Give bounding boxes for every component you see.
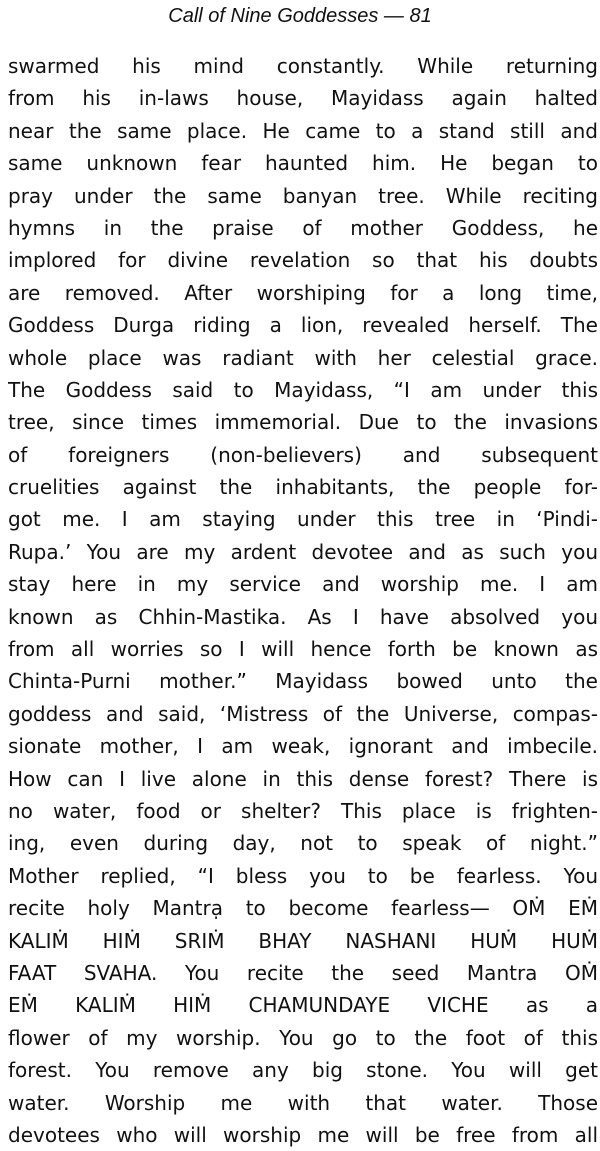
text-line: swarmed his mind constantly. While returning bbox=[8, 54, 598, 78]
text-line: stay here in my service and worship me. I am bbox=[8, 572, 598, 597]
text-line: from his in-laws house, Mayidass again halted bbox=[8, 86, 598, 111]
text-line: sionate mother, I am weak, ignorant and imbecile. bbox=[8, 734, 598, 759]
body-text bbox=[8, 50, 598, 1151]
text-line: flower of my worship. You go to the foot of this bbox=[8, 1025, 598, 1050]
text-line: from all worries so I will hence forth be known as bbox=[8, 637, 598, 662]
text-line: devotees who will worship me will be free from all bbox=[8, 1122, 598, 1147]
text-line: Chinta-Purni mother.” Mayidass bowed unto the bbox=[8, 669, 598, 694]
text-line: whole place was radiant with her celestial grace. bbox=[8, 345, 598, 370]
text-line: of foreigners (non-believers) and subsequent bbox=[8, 442, 598, 467]
text-line: implored for divine revelation so that his doubts bbox=[8, 248, 598, 273]
text-line: near the same place. He came to a stand still and bbox=[8, 118, 598, 143]
text-line: ing, even during day, not to speak of night.” bbox=[8, 831, 598, 856]
text-line: The Goddess said to Mayidass, “I am under this bbox=[8, 377, 598, 402]
text-line: known as Chhin-Mastika. As I have absolved you bbox=[8, 604, 598, 629]
text-line: water. Worship me with that water. Those bbox=[8, 1090, 598, 1115]
text-line: Goddess Durga riding a lion, revealed herself. The bbox=[8, 313, 598, 338]
text-line: tree, since times immemorial. Due to the invasions bbox=[8, 410, 598, 435]
text-line: EṀ KALIṀ HIṀ CHAMUNDAYE VICHE as a bbox=[8, 993, 598, 1018]
text-line: Rupa.’ You are my ardent devotee and as such you bbox=[8, 539, 598, 564]
text-line: FAAT SVAHA. You recite the seed Mantra OṀ bbox=[8, 960, 598, 985]
text-line: cruelities against the inhabitants, the people for- bbox=[8, 475, 598, 500]
text-line: goddess and said, ‘Mistress of the Universe, compas- bbox=[8, 701, 598, 726]
text-line: hymns in the praise of mother Goddess, he bbox=[8, 215, 598, 240]
text-line: got me. I am staying under this tree in ‘Pindi- bbox=[8, 507, 598, 532]
text-line: are removed. After worshiping for a long time, bbox=[8, 280, 598, 305]
text-line: How can I live alone in this dense forest? There is bbox=[8, 766, 598, 791]
text-line: forest. You remove any big stone. You will get bbox=[8, 1058, 598, 1083]
text-line: no water, food or shelter? This place is frighten- bbox=[8, 798, 598, 823]
text-line: same unknown fear haunted him. He began to bbox=[8, 151, 598, 176]
text-line: pray under the same banyan tree. While reciting bbox=[8, 183, 598, 208]
text-line: KALIṀ HIṀ SRIṀ BHAY NASHANI HUṀ HUṀ bbox=[8, 928, 598, 953]
running-head: Call of Nine Goddesses — 81 bbox=[168, 5, 432, 27]
text-line: Mother replied, “I bless you to be fearless. You bbox=[8, 863, 598, 888]
text-line: recite holy Mantrạ to become fearless— OṀ EṀ bbox=[8, 896, 598, 921]
